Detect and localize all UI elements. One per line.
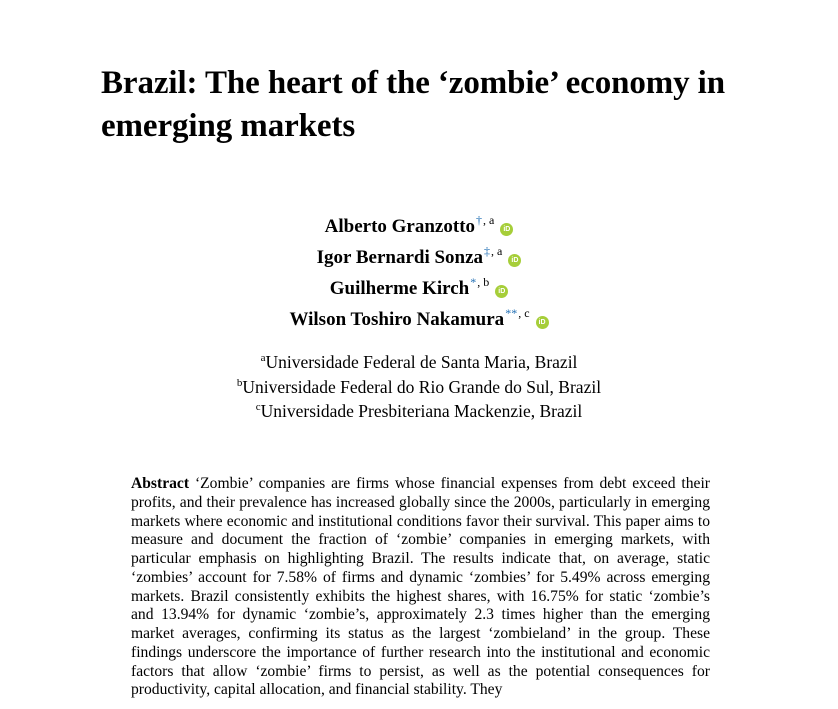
orcid-icon[interactable]: iD — [495, 285, 508, 298]
author-1 — [0, 205, 838, 236]
affiliation-b — [0, 375, 838, 400]
author-3 — [0, 267, 838, 298]
author-name: Guilherme Kirch — [329, 278, 470, 299]
affiliation-a — [0, 350, 838, 375]
orcid-icon[interactable]: iD — [536, 316, 549, 329]
affiliation-letter: b — [236, 376, 243, 389]
affiliation-list — [0, 350, 838, 424]
author-footnote-mark[interactable]: * — [470, 275, 477, 289]
author-name: Alberto Granzotto — [324, 216, 476, 237]
orcid-icon[interactable]: iD — [508, 254, 521, 267]
abstract-label: Abstract — [131, 475, 190, 492]
author-affiliation-letter: , b — [477, 275, 490, 289]
abstract-text: ‘Zombie’ companies are firms whose financial expenses from debt exceed their profits, and their prevalence has increased globally since the 2000s, particularly in emerging markets where economic and institutional conditions favor their survival. This paper aims to measure and document the fraction of ‘zombie’ companies in emerging markets, with particular emphasis on highlighting Brazil. The results indicate that, on average, static ‘zombies’ account for 7.58% of firms and dynamic ‘zombies’ for 5.49% across emerging markets. Brazil consistently exhibits the highest shares, with 16.75% for static ‘zombie’s and 13.94% for dynamic ‘zombie’s, approximately 2.3 times higher than the emerging market averages, confirming its status as the largest ‘zombieland’ in the group. These findings underscore the importance of further research into the institutional and economic factors that allow ‘zombie’ firms to persist, as well as the potential consequences for productivity, capital allocation, and financial stability. They — [131, 475, 710, 699]
author-list — [0, 205, 838, 329]
affiliation-name: Universidade Federal do Rio Grande do Sul, Brazil — [242, 376, 602, 397]
author-affiliation-letter: , c — [518, 306, 530, 320]
author-name: Wilson Toshiro Nakamura — [289, 309, 505, 330]
orcid-icon[interactable]: iD — [500, 223, 513, 236]
author-affiliation-letter: , a — [491, 244, 503, 258]
author-affiliation-letter: , a — [483, 213, 495, 227]
author-footnote-mark[interactable]: ** — [505, 306, 518, 320]
author-footnote-mark[interactable]: ‡ — [484, 244, 491, 258]
affiliation-name: Universidade Federal de Santa Maria, Brazil — [265, 352, 578, 372]
affiliation-letter: a — [260, 352, 266, 364]
affiliation-letter: c — [255, 401, 261, 413]
author-4 — [0, 298, 838, 329]
author-footnote-mark[interactable]: † — [476, 213, 483, 227]
affiliation-name: Universidade Presbiteriana Mackenzie, Brazil — [260, 401, 583, 421]
paper-title: Brazil: The heart of the ‘zombie’ economy in emerging markets — [101, 65, 726, 144]
author-name: Igor Bernardi Sonza — [316, 247, 484, 268]
affiliation-c — [0, 399, 838, 424]
author-2 — [0, 236, 838, 267]
abstract — [131, 475, 710, 700]
